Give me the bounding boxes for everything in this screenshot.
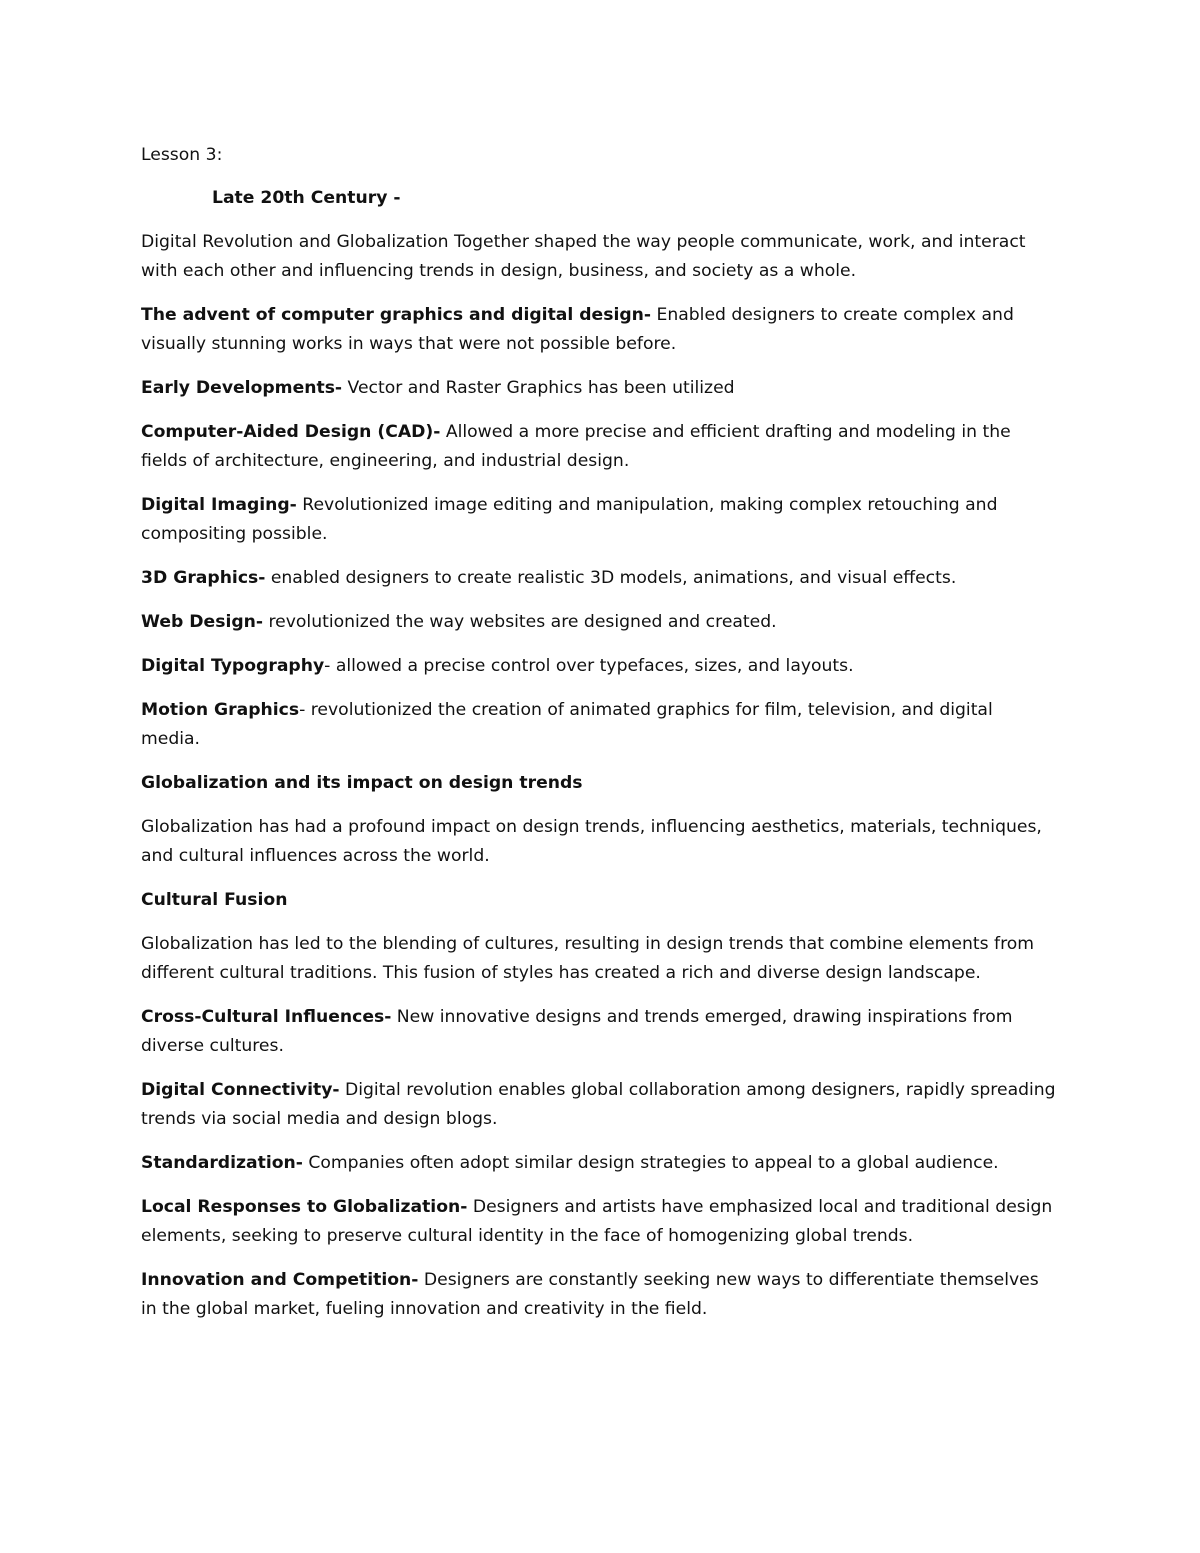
entry-paragraph: [141, 301, 1056, 359]
section-title: Late 20th Century -: [212, 188, 401, 208]
entry-term: 3D Graphics-: [141, 568, 266, 588]
entry-paragraph: [141, 652, 1056, 681]
lesson-label: Lesson 3:: [141, 145, 223, 165]
entry-paragraph: [141, 608, 1056, 637]
globalization-heading: Globalization and its impact on design trends: [141, 773, 583, 793]
entry-text: New innovative designs and trends emerged, drawing inspirations from diverse cultures.: [141, 1007, 1013, 1056]
entry-paragraph: [141, 418, 1056, 476]
entry-paragraph: [141, 696, 1056, 754]
cultural-fusion-heading: Cultural Fusion: [141, 890, 288, 910]
entry-term: Digital Typography: [141, 656, 325, 676]
intro-paragraph: Digital Revolution and Globalization Together shaped the way people communicate, work, and interact with each other and influencing trends in design, business, and society as a whole.: [141, 232, 1026, 281]
entry-term: Early Developments-: [141, 378, 343, 398]
document-body: [141, 141, 1056, 1324]
entry-text: Enabled designers to create complex and visually stunning works in ways that were not possible before.: [141, 305, 1014, 354]
entry-term: The advent of computer graphics and digital design-: [141, 305, 652, 325]
entry-paragraph: [141, 1266, 1056, 1324]
entry-term: Local Responses to Globalization-: [141, 1197, 468, 1217]
entry-term: Digital Connectivity-: [141, 1080, 340, 1100]
entry-term: Motion Graphics: [141, 700, 300, 720]
entry-term: Cross-Cultural Influences-: [141, 1007, 392, 1027]
entry-term: Standardization-: [141, 1153, 303, 1173]
entry-term: Innovation and Competition-: [141, 1270, 419, 1290]
globalization-paragraph: Globalization has had a profound impact on design trends, influencing aesthetics, materials, techniques, and cultural influences across the world.: [141, 817, 1042, 866]
entry-text: Vector and Raster Graphics has been utilized: [342, 378, 735, 398]
entry-term: Web Design-: [141, 612, 264, 632]
entry-term: Computer-Aided Design (CAD)-: [141, 422, 441, 442]
entry-text: Digital revolution enables global collaboration among designers, rapidly spreading trends via social media and design blogs.: [141, 1080, 1056, 1129]
cultural-fusion-paragraph: Globalization has led to the blending of cultures, resulting in design trends that combine elements from different cultural traditions. This fusion of styles has created a rich and diverse design landscape.: [141, 934, 1035, 983]
entry-paragraph: [141, 374, 1056, 403]
entry-text: Allowed a more precise and efficient drafting and modeling in the fields of architecture, engineering, and industrial design.: [141, 422, 1011, 471]
entry-paragraph: [141, 1193, 1056, 1251]
entry-paragraph: [141, 564, 1056, 593]
entry-text: Designers and artists have emphasized local and traditional design elements, seeking to preserve cultural identity in the face of homogenizing global trends.: [141, 1197, 1053, 1246]
entry-text: - revolutionized the creation of animated graphics for film, television, and digital media.: [141, 700, 993, 749]
entry-paragraph: [141, 1076, 1056, 1134]
entry-term: Digital Imaging-: [141, 495, 297, 515]
entry-paragraph: [141, 1149, 1056, 1178]
entry-text: - allowed a precise control over typefaces, sizes, and layouts.: [324, 656, 854, 676]
entry-paragraph: [141, 491, 1056, 549]
entry-text: Companies often adopt similar design strategies to appeal to a global audience.: [302, 1153, 999, 1173]
entry-text: revolutionized the way websites are designed and created.: [263, 612, 777, 632]
entry-paragraph: [141, 1003, 1056, 1061]
entry-text: enabled designers to create realistic 3D models, animations, and visual effects.: [265, 568, 957, 588]
entry-text: Revolutionized image editing and manipulation, making complex retouching and compositing possible.: [141, 495, 998, 544]
entry-text: Designers are constantly seeking new ways to differentiate themselves in the global market, fueling innovation and creativity in the field.: [141, 1270, 1039, 1319]
